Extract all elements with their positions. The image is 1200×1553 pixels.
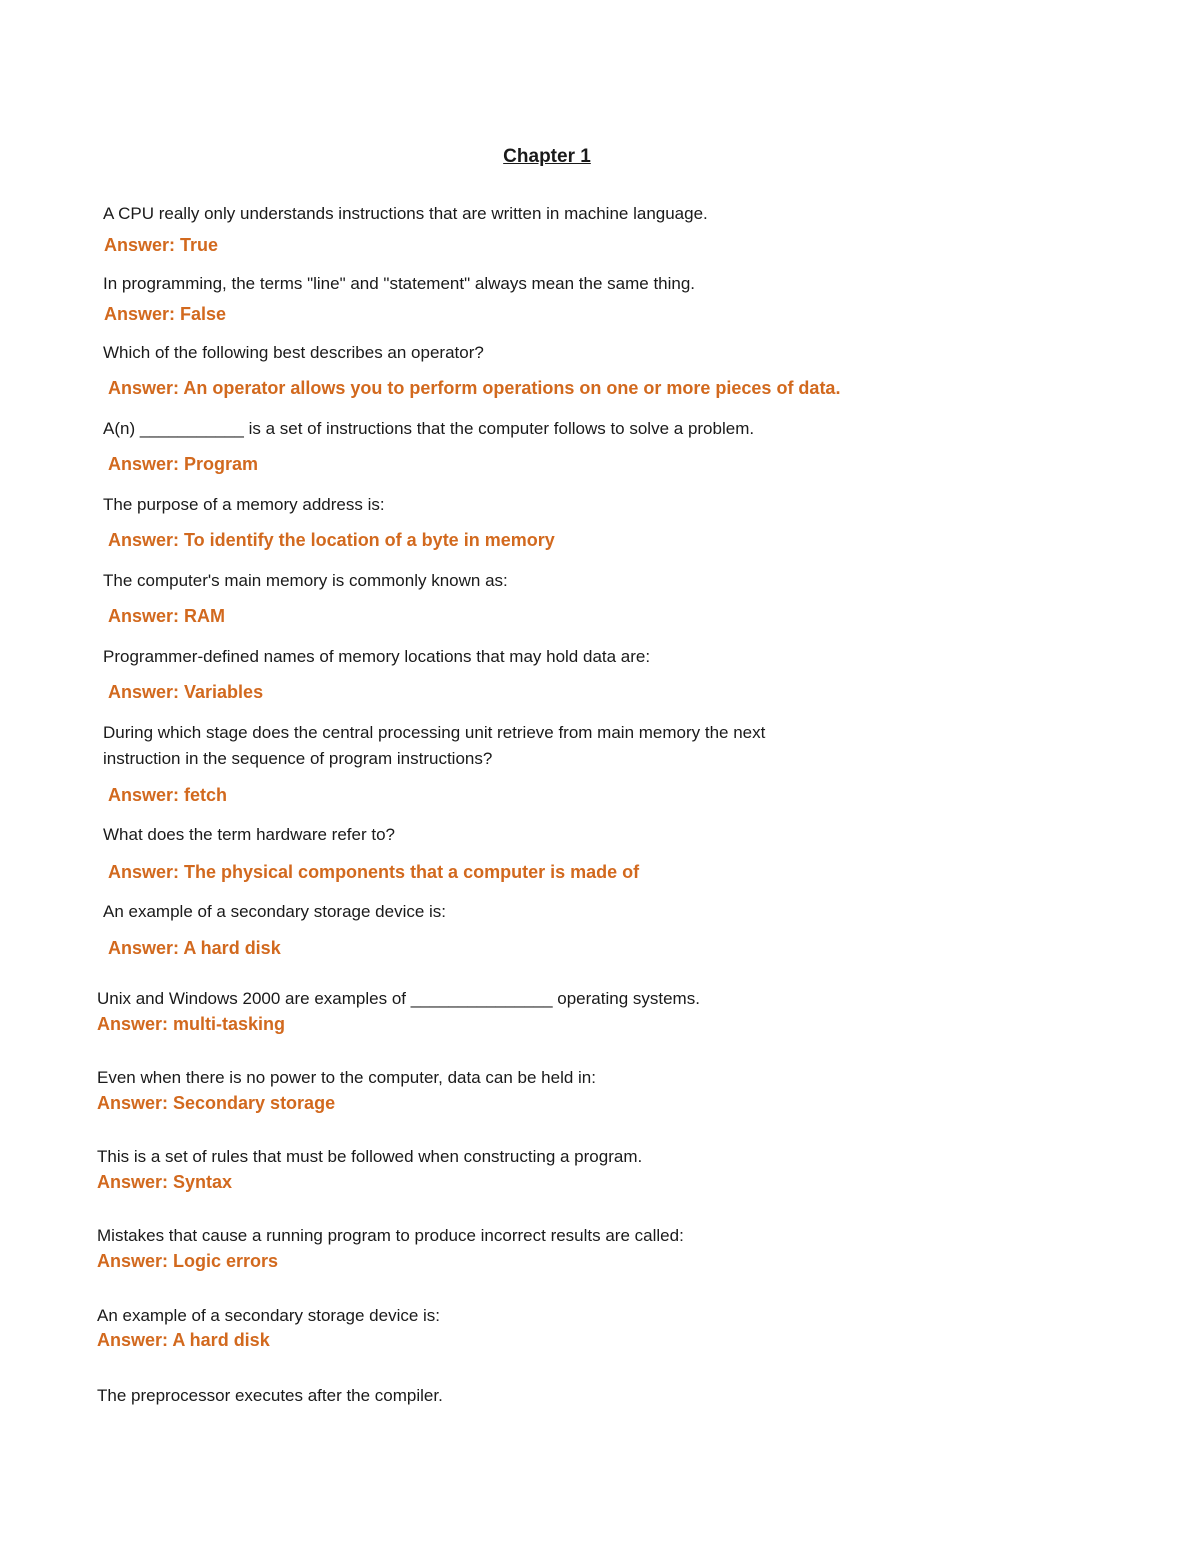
answer-13: Answer: Syntax xyxy=(97,1172,233,1192)
answer-11: Answer: multi-tasking xyxy=(97,1014,286,1034)
answer-10: Answer: A hard disk xyxy=(108,938,281,958)
answer-14: Answer: Logic errors xyxy=(97,1251,279,1271)
question-7: Programmer-defined names of memory locations that may hold data are: xyxy=(103,647,651,666)
question-6: The computer's main memory is commonly known as: xyxy=(103,571,508,590)
answer-5: Answer: To identify the location of a byte in memory xyxy=(108,530,555,550)
question-11: Unix and Windows 2000 are examples of _______________ operating systems. xyxy=(97,989,700,1008)
answer-8: Answer: fetch xyxy=(108,785,228,805)
answer-7: Answer: Variables xyxy=(108,682,264,702)
question-15: An example of a secondary storage device is: xyxy=(97,1306,441,1325)
question-10: An example of a secondary storage device is: xyxy=(103,902,447,921)
question-4: A(n) ___________ is a set of instructions that the computer follows to solve a problem. xyxy=(103,419,755,438)
question-14: Mistakes that cause a running program to produce incorrect results are called: xyxy=(97,1226,684,1245)
question-9: What does the term hardware refer to? xyxy=(103,825,395,844)
answer-9: Answer: The physical components that a computer is made of xyxy=(108,862,640,882)
answer-12: Answer: Secondary storage xyxy=(97,1093,336,1113)
answer-4: Answer: Program xyxy=(108,454,259,474)
answer-1: Answer: True xyxy=(104,235,219,255)
question-16: The preprocessor executes after the compiler. xyxy=(97,1386,443,1405)
question-5: The purpose of a memory address is: xyxy=(103,495,385,514)
question-8-line-2: instruction in the sequence of program instructions? xyxy=(103,749,493,768)
page-title: Chapter 1 xyxy=(503,146,591,167)
answer-3: Answer: An operator allows you to perform operations on one or more pieces of data. xyxy=(108,378,841,398)
question-1: A CPU really only understands instructions that are written in machine language. xyxy=(103,204,708,223)
question-2: In programming, the terms "line" and "statement" always mean the same thing. xyxy=(103,274,696,293)
question-13: This is a set of rules that must be followed when constructing a program. xyxy=(97,1147,643,1166)
answer-15: Answer: A hard disk xyxy=(97,1330,270,1350)
answer-2: Answer: False xyxy=(104,304,227,324)
question-12: Even when there is no power to the computer, data can be held in: xyxy=(97,1068,596,1087)
answer-6: Answer: RAM xyxy=(108,606,226,626)
question-3: Which of the following best describes an operator? xyxy=(103,343,484,362)
question-8: During which stage does the central processing unit retrieve from main memory the next xyxy=(103,723,766,742)
